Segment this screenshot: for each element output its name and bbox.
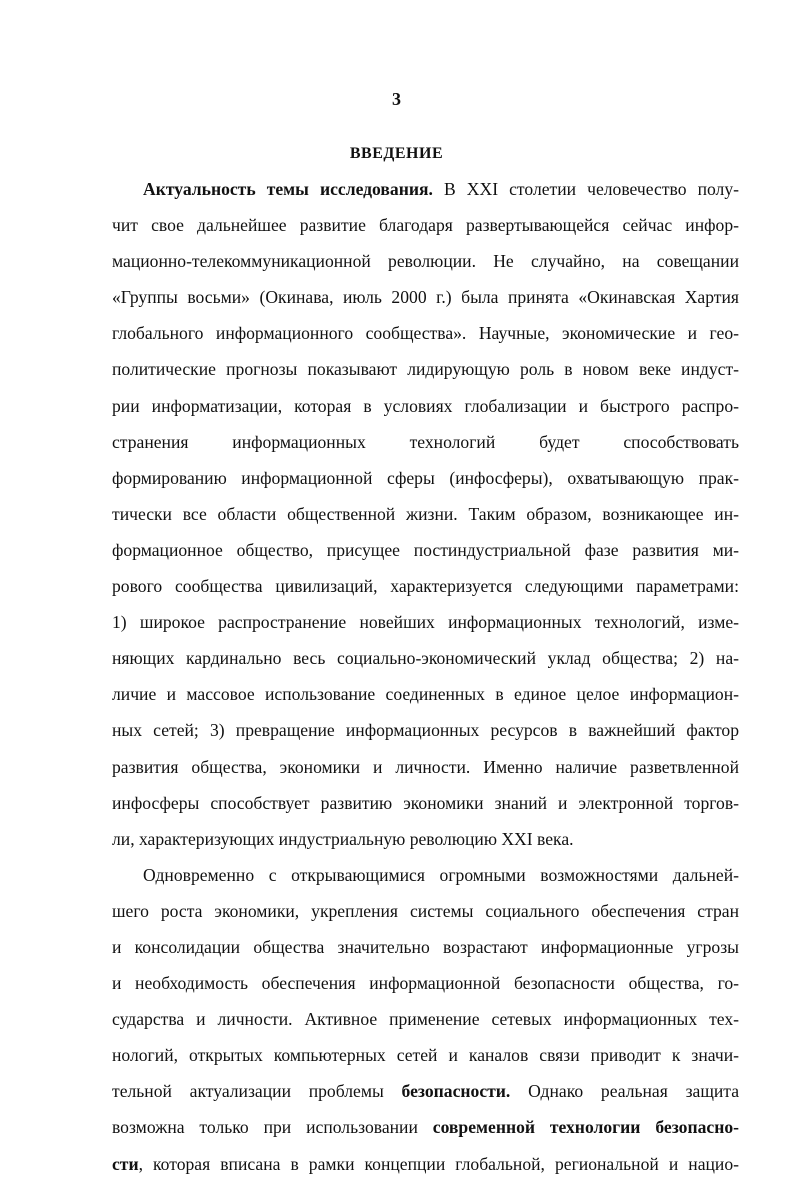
page-number: 3 <box>392 89 401 109</box>
paragraph-2-line-text: , которая вписана в рамки концепции глобальной, региональной и нацио- <box>138 1153 739 1174</box>
paragraph-1-line: ли, характеризующих индустриальную революцию XXI века. <box>112 828 574 849</box>
bold-term-technology: современной технологии безопасно- <box>432 1117 739 1138</box>
paragraph-2-line: и необходимость обеспечения информационной безопасности общества, го- <box>112 973 739 994</box>
paragraph-1-line: странения информационных технологий будет способствовать <box>112 431 739 452</box>
paragraph-1-line: личие и массовое использование соединенных в единое целое информацион- <box>112 684 739 705</box>
paragraph-1-line: рии информатизации, которая в условиях глобализации и быстрого распро- <box>112 395 739 416</box>
paragraph-1-line: формационное общество, присущее постиндустриальной фазе развития ми- <box>112 539 739 560</box>
bold-term-technology-end: сти <box>112 1153 139 1174</box>
lead-bold-phrase: Актуальность темы исследования. <box>143 179 433 199</box>
paragraph-1-line: ных сетей; 3) превращение информационных ресурсов в важнейший фактор <box>112 720 739 741</box>
paragraph-2-line-text: возможна только при использовании <box>112 1117 433 1138</box>
paragraph-1-line <box>112 171 739 207</box>
paragraph-2-line: сударства и личности. Активное применение сетевых информационных тех- <box>112 1009 739 1030</box>
paragraph-1-line: политические прогнозы показывают лидирующую роль в новом веке индуст- <box>112 359 739 380</box>
paragraph-2-line-text: Однако реальная защита <box>510 1081 740 1102</box>
paragraph-2-line <box>112 1109 739 1145</box>
paragraph-1-line: рового сообщества цивилизаций, характеризуется следующими параметрами: <box>112 576 739 597</box>
paragraph-2-line: Одновременно с открывающимися огромными возможностями дальней- <box>143 864 739 885</box>
body-text <box>112 171 739 1182</box>
paragraph-1-line: мационно-телекоммуникационной революции. Не случайно, на совещании <box>112 251 739 272</box>
paragraph-2-line-text: тельной актуализации проблемы <box>112 1081 402 1102</box>
paragraph-1-line: формированию информационной сферы (инфосферы), охватывающую прак- <box>112 467 739 488</box>
paragraph-1-line-text: В XXI столетии человечество полу- <box>432 179 739 199</box>
paragraph-1-line: «Группы восьми» (Окинава, июль 2000 г.) была принята «Окинавская Хартия <box>112 287 739 308</box>
paragraph-1-line: развития общества, экономики и личности. Именно наличие разветвленной <box>112 756 739 777</box>
paragraph-2-line: шего роста экономики, укрепления системы социального обеспечения стран <box>112 900 739 921</box>
paragraph-1-line: тически все области общественной жизни. Таким образом, возникающее ин- <box>112 503 739 524</box>
bold-term-security: безопасности. <box>401 1081 511 1102</box>
paragraph-1-line: чит свое дальнейшее развитие благодаря развертывающейся сейчас инфор- <box>112 215 739 236</box>
paragraph-1-line: глобального информационного сообщества». Научные, экономические и гео- <box>112 323 739 344</box>
paragraph-2-line <box>112 1073 739 1109</box>
paragraph-1-line: 1) широкое распространение новейших информационных технологий, изме- <box>112 612 739 633</box>
paragraph-1-line: инфосферы способствует развитию экономики знаний и электронной торгов- <box>112 792 739 813</box>
paragraph-2-line: нологий, открытых компьютерных сетей и каналов связи приводит к значи- <box>112 1045 739 1066</box>
paragraph-2-line: и консолидации общества значительно возрастают информационные угрозы <box>112 936 739 957</box>
paragraph-2-line <box>112 1146 739 1182</box>
section-heading: ВВЕДЕНИЕ <box>349 145 444 162</box>
paragraph-1-line: няющих кардинально весь социально-экономический уклад общества; 2) на- <box>112 648 739 669</box>
